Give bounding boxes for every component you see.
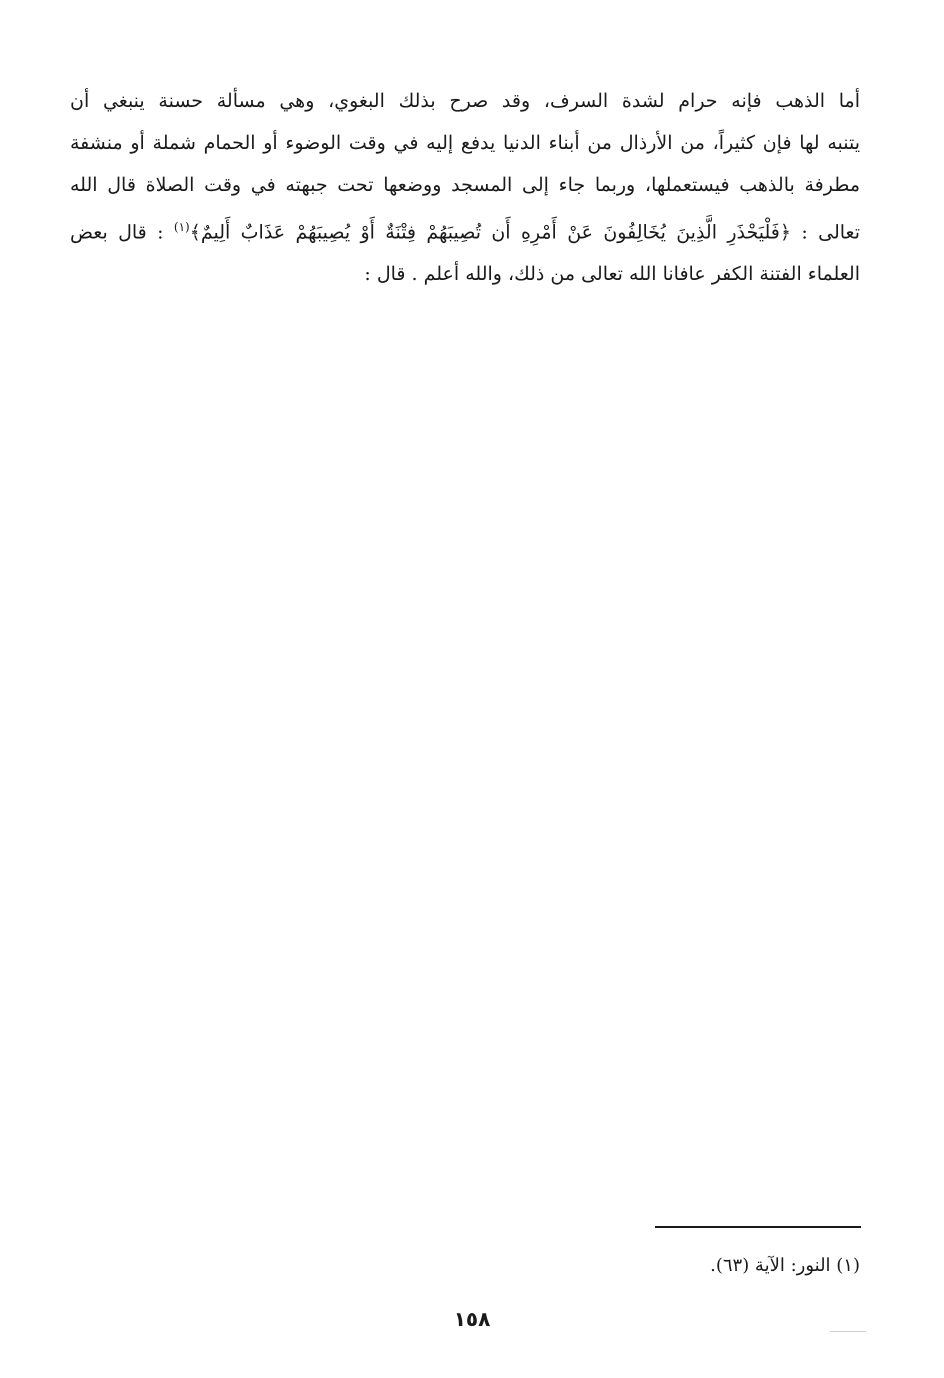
text-line-4 (70, 206, 860, 253)
text-line-3: مطرفة بالذهب فيستعملها، وربما جاء إلى المسجد ووضعها تحت جبهته في وقت الصلاة قال الله (70, 174, 860, 196)
line-4-start: تعالى : (801, 221, 860, 244)
scan-mark (830, 1331, 866, 1332)
text-line-2: يتنبه لها فإن كثيراً، من الأرذال من أبناء الدنيا يدفع إليه في وقت الوضوء أو الحمام شملة أو منشفة (70, 132, 860, 154)
main-text-block (70, 80, 860, 295)
quran-verse: ﴿فَلْيَحْذَرِ الَّذِينَ يُخَالِفُونَ عَنْ أَمْرِهِ أَن تُصِيبَهُمْ فِتْنَةٌ أَوْ يُصِيبَهُمْ عَذَابٌ أَلِيمٌ﴾ (189, 221, 792, 244)
footnote: (١) النور: الآية (٦٣). (710, 1255, 860, 1276)
footnote-reference: (١) (173, 220, 190, 234)
text-line-1: أما الذهب فإنه حرام لشدة السرف، وقد صرح بذلك البغوي، وهي مسألة حسنة ينبغي أن (70, 90, 860, 112)
line-4-end: : قال بعض (70, 221, 164, 244)
page-number: ١٥٨ (453, 1307, 491, 1331)
text-line-5: العلماء الفتنة الكفر عافانا الله تعالى من ذلك، والله أعلم . قال : (364, 263, 860, 286)
footnote-divider (655, 1226, 861, 1228)
